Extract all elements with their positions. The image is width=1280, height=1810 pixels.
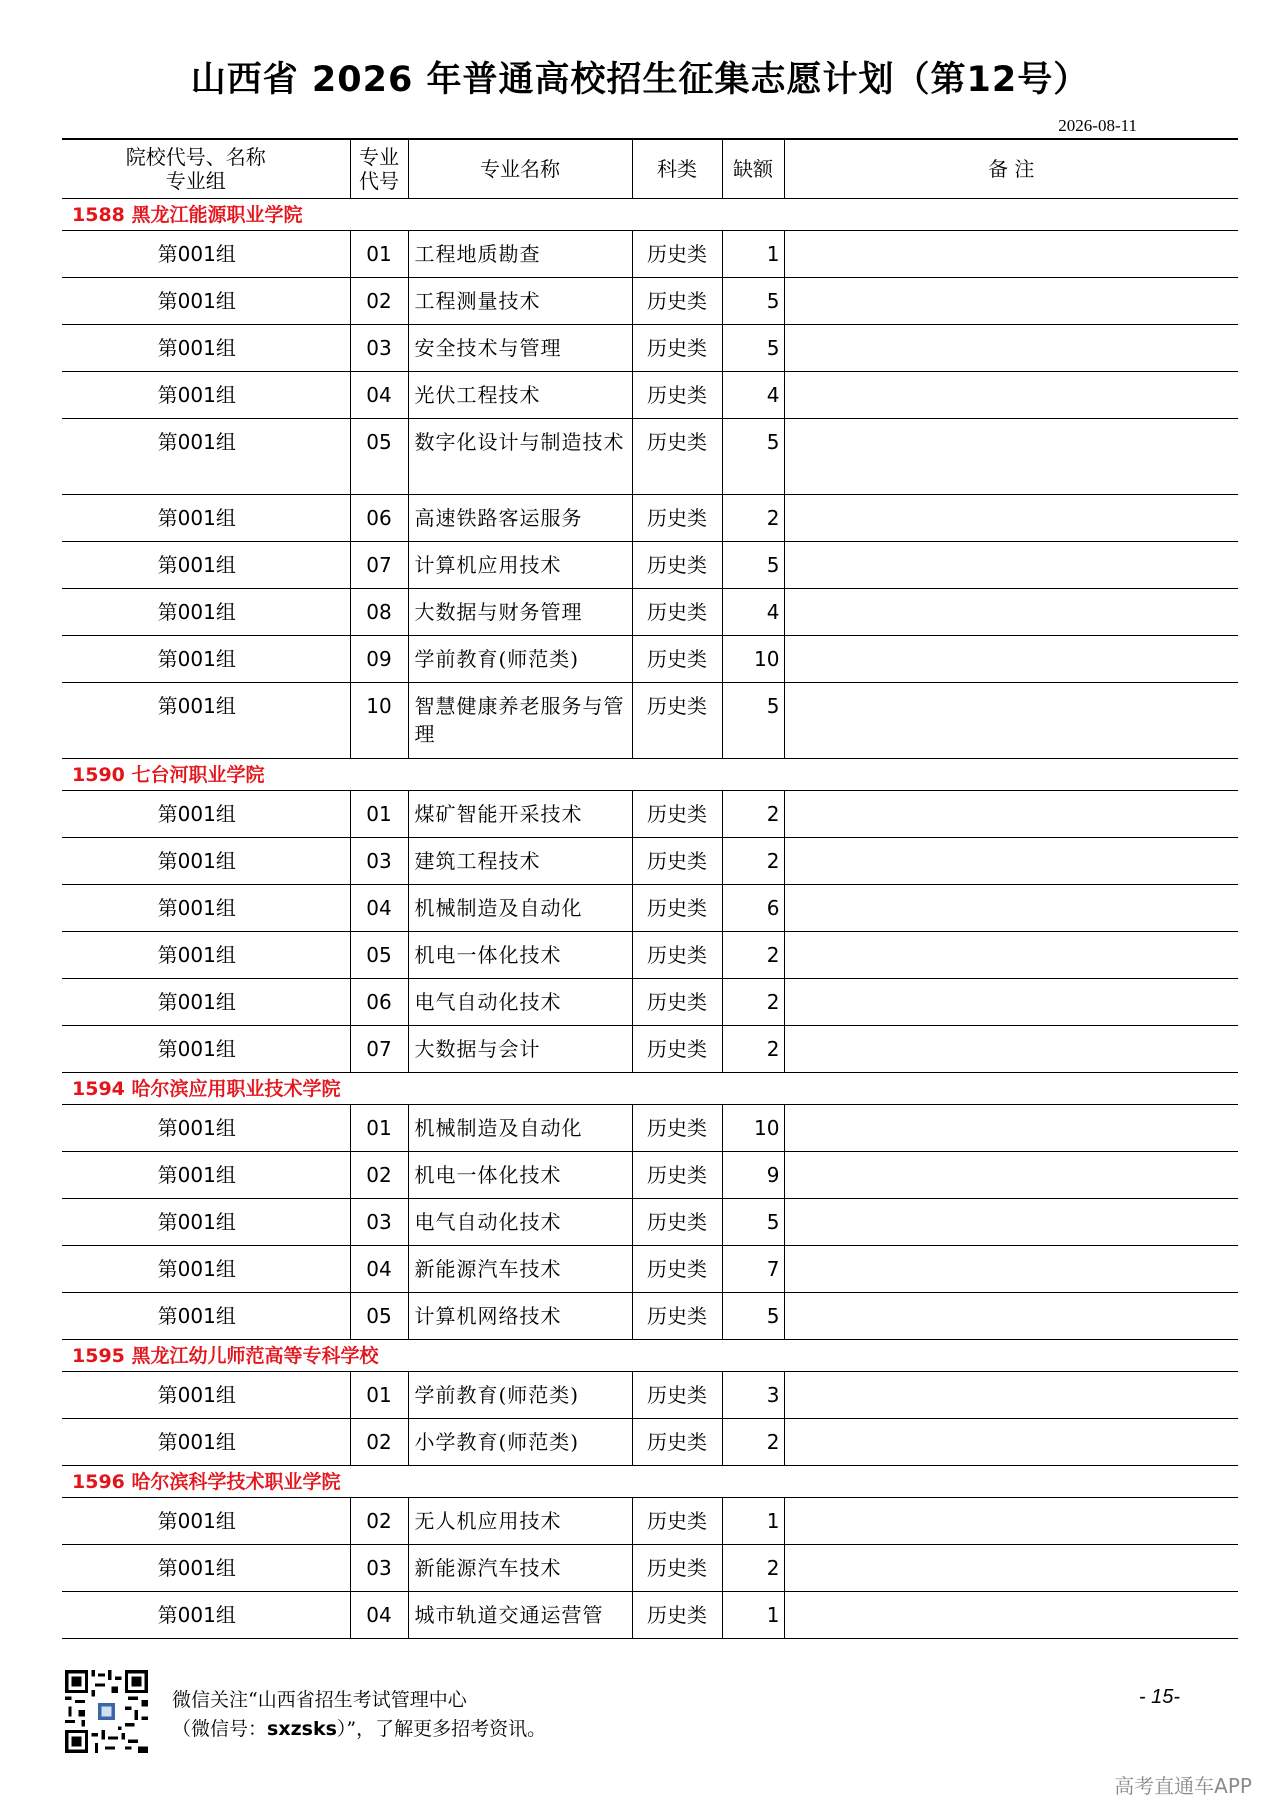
quota-cell: 1 [722,1592,784,1639]
remark-cell [784,325,1238,372]
major-code-cell: 01 [350,231,408,278]
remark-cell [784,278,1238,325]
page-number: - 15- [1138,1686,1180,1708]
remark-cell [784,1246,1238,1293]
major-code-cell: 04 [350,885,408,932]
table-row [62,419,1238,495]
plan-table [62,138,1238,1639]
major-name-cell: 学前教育(师范类) [408,636,632,683]
header-remark: 备 注 [784,139,1238,199]
header-major: 专业名称 [408,139,632,199]
group-cell: 第001组 [62,1293,350,1340]
table-header-row [62,139,1238,199]
major-code-cell: 04 [350,372,408,419]
category-cell: 历史类 [632,683,722,759]
remark-cell [784,589,1238,636]
table-row [62,1199,1238,1246]
major-name-cell: 电气自动化技术 [408,1199,632,1246]
table-row [62,495,1238,542]
group-cell: 第001组 [62,419,350,495]
quota-cell: 6 [722,885,784,932]
major-code-cell: 03 [350,838,408,885]
table-row [62,231,1238,278]
group-cell: 第001组 [62,372,350,419]
major-code-cell: 04 [350,1246,408,1293]
remark-cell [784,1152,1238,1199]
table-row [62,542,1238,589]
remark-cell [784,1026,1238,1073]
category-cell: 历史类 [632,1592,722,1639]
school-header-row [62,1340,1238,1372]
remark-cell [784,419,1238,495]
remark-cell [784,1592,1238,1639]
quota-cell: 1 [722,231,784,278]
quota-cell: 9 [722,1152,784,1199]
category-cell: 历史类 [632,791,722,838]
major-name-cell: 煤矿智能开采技术 [408,791,632,838]
table-row [62,1246,1238,1293]
major-name-cell: 智慧健康养老服务与管理 [408,683,632,759]
major-code-cell: 10 [350,683,408,759]
quota-cell: 5 [722,542,784,589]
major-name-cell: 数字化设计与制造技术 [408,419,632,495]
major-name-cell: 新能源汽车技术 [408,1246,632,1293]
group-cell: 第001组 [62,1372,350,1419]
category-cell: 历史类 [632,1026,722,1073]
quota-cell: 2 [722,838,784,885]
remark-cell [784,1199,1238,1246]
quota-cell: 2 [722,791,784,838]
remark-cell [784,231,1238,278]
major-code-cell: 02 [350,1152,408,1199]
group-cell: 第001组 [62,589,350,636]
major-name-cell: 学前教育(师范类) [408,1372,632,1419]
remark-cell [784,683,1238,759]
category-cell: 历史类 [632,1152,722,1199]
major-code-cell: 09 [350,636,408,683]
quota-cell: 10 [722,636,784,683]
major-name-cell: 城市轨道交通运营管 [408,1592,632,1639]
school-name: 1588 黑龙江能源职业学院 [62,199,1238,231]
group-cell: 第001组 [62,542,350,589]
major-code-cell: 08 [350,589,408,636]
major-name-cell: 光伏工程技术 [408,372,632,419]
table-row [62,838,1238,885]
category-cell: 历史类 [632,636,722,683]
table-row [62,589,1238,636]
category-cell: 历史类 [632,1293,722,1340]
quota-cell: 5 [722,325,784,372]
major-code-cell: 06 [350,495,408,542]
remark-cell [784,495,1238,542]
group-cell: 第001组 [62,636,350,683]
group-cell: 第001组 [62,1105,350,1152]
quota-cell: 1 [722,1498,784,1545]
category-cell: 历史类 [632,325,722,372]
category-cell: 历史类 [632,838,722,885]
remark-cell [784,885,1238,932]
school-name: 1590 七台河职业学院 [62,759,1238,791]
category-cell: 历史类 [632,589,722,636]
major-code-cell: 07 [350,1026,408,1073]
table-row [62,325,1238,372]
major-name-cell: 机械制造及自动化 [408,885,632,932]
major-name-cell: 工程地质勘查 [408,231,632,278]
header-school: 院校代号、名称 专业组 [62,139,350,199]
quota-cell: 5 [722,683,784,759]
category-cell: 历史类 [632,231,722,278]
remark-cell [784,1105,1238,1152]
header-category: 科类 [632,139,722,199]
major-code-cell: 03 [350,1545,408,1592]
document-date: 2026-08-11 [1058,116,1137,135]
group-cell: 第001组 [62,1498,350,1545]
major-name-cell: 新能源汽车技术 [408,1545,632,1592]
remark-cell [784,1545,1238,1592]
group-cell: 第001组 [62,1545,350,1592]
group-cell: 第001组 [62,231,350,278]
quota-cell: 2 [722,1545,784,1592]
major-code-cell: 01 [350,1105,408,1152]
major-name-cell: 计算机应用技术 [408,542,632,589]
category-cell: 历史类 [632,1498,722,1545]
school-header-row [62,199,1238,231]
major-name-cell: 机电一体化技术 [408,932,632,979]
table-row [62,636,1238,683]
category-cell: 历史类 [632,1199,722,1246]
remark-cell [784,372,1238,419]
school-name: 1594 哈尔滨应用职业技术学院 [62,1073,1238,1105]
major-code-cell: 02 [350,1419,408,1466]
group-cell: 第001组 [62,979,350,1026]
major-code-cell: 01 [350,791,408,838]
major-code-cell: 03 [350,1199,408,1246]
category-cell: 历史类 [632,885,722,932]
table-row [62,683,1238,759]
major-code-cell: 06 [350,979,408,1026]
quota-cell: 2 [722,495,784,542]
category-cell: 历史类 [632,932,722,979]
group-cell: 第001组 [62,495,350,542]
category-cell: 历史类 [632,542,722,589]
table-row [62,1026,1238,1073]
quota-cell: 5 [722,278,784,325]
major-name-cell: 工程测量技术 [408,278,632,325]
quota-cell: 5 [722,419,784,495]
major-code-cell: 03 [350,325,408,372]
quota-cell: 7 [722,1246,784,1293]
table-row [62,1498,1238,1545]
quota-cell: 2 [722,1419,784,1466]
quota-cell: 10 [722,1105,784,1152]
group-cell: 第001组 [62,1419,350,1466]
table-row [62,1592,1238,1639]
group-cell: 第001组 [62,278,350,325]
major-name-cell: 小学教育(师范类) [408,1419,632,1466]
group-cell: 第001组 [62,885,350,932]
footer-wechat-note [172,1686,546,1744]
table-row [62,791,1238,838]
header-quota: 缺额 [722,139,784,199]
group-cell: 第001组 [62,838,350,885]
remark-cell [784,979,1238,1026]
watermark: 高考直通车APP [1114,1774,1252,1798]
group-cell: 第001组 [62,325,350,372]
major-name-cell: 安全技术与管理 [408,325,632,372]
group-cell: 第001组 [62,791,350,838]
table-row [62,1545,1238,1592]
category-cell: 历史类 [632,495,722,542]
category-cell: 历史类 [632,1419,722,1466]
table-row [62,885,1238,932]
header-code: 专业 代号 [350,139,408,199]
table-row [62,1293,1238,1340]
major-name-cell: 机械制造及自动化 [408,1105,632,1152]
school-name: 1595 黑龙江幼儿师范高等专科学校 [62,1340,1238,1372]
major-code-cell: 02 [350,278,408,325]
school-name: 1596 哈尔滨科学技术职业学院 [62,1466,1238,1498]
major-code-cell: 01 [350,1372,408,1419]
group-cell: 第001组 [62,1026,350,1073]
document-title: 山西省 2026 年普通高校招生征集志愿计划（第12号） [190,60,1090,100]
major-name-cell: 高速铁路客运服务 [408,495,632,542]
category-cell: 历史类 [632,372,722,419]
qr-code-icon [65,1670,148,1753]
quota-cell: 3 [722,1372,784,1419]
group-cell: 第001组 [62,932,350,979]
category-cell: 历史类 [632,1372,722,1419]
major-name-cell: 大数据与财务管理 [408,589,632,636]
category-cell: 历史类 [632,1105,722,1152]
table-row [62,1152,1238,1199]
footer-line-2: （微信号：sxzsks）”，了解更多招考资讯。 [172,1718,547,1740]
major-name-cell: 建筑工程技术 [408,838,632,885]
table-row [62,1372,1238,1419]
category-cell: 历史类 [632,979,722,1026]
major-name-cell: 计算机网络技术 [408,1293,632,1340]
category-cell: 历史类 [632,278,722,325]
major-code-cell: 07 [350,542,408,589]
quota-cell: 5 [722,1199,784,1246]
school-header-row [62,1073,1238,1105]
major-name-cell: 机电一体化技术 [408,1152,632,1199]
quota-cell: 5 [722,1293,784,1340]
group-cell: 第001组 [62,1199,350,1246]
table-row [62,278,1238,325]
group-cell: 第001组 [62,1592,350,1639]
remark-cell [784,636,1238,683]
quota-cell: 4 [722,589,784,636]
school-header-row [62,759,1238,791]
table-row [62,979,1238,1026]
remark-cell [784,791,1238,838]
remark-cell [784,1498,1238,1545]
major-name-cell: 无人机应用技术 [408,1498,632,1545]
table-row [62,372,1238,419]
major-code-cell: 02 [350,1498,408,1545]
remark-cell [784,932,1238,979]
wechat-id: sxzsks [267,1718,337,1740]
footer-line-1: 微信关注“山西省招生考试管理中心 [172,1689,467,1711]
major-code-cell: 04 [350,1592,408,1639]
major-code-cell: 05 [350,419,408,495]
remark-cell [784,1419,1238,1466]
table-body [62,199,1238,1639]
quota-cell: 2 [722,979,784,1026]
table-row [62,1419,1238,1466]
quota-cell: 2 [722,932,784,979]
category-cell: 历史类 [632,1246,722,1293]
table-row [62,1105,1238,1152]
major-name-cell: 电气自动化技术 [408,979,632,1026]
group-cell: 第001组 [62,1152,350,1199]
remark-cell [784,838,1238,885]
table-row [62,932,1238,979]
remark-cell [784,542,1238,589]
plan-table-container [62,138,1238,1639]
quota-cell: 2 [722,1026,784,1073]
remark-cell [784,1372,1238,1419]
remark-cell [784,1293,1238,1340]
major-code-cell: 05 [350,932,408,979]
category-cell: 历史类 [632,419,722,495]
major-name-cell: 大数据与会计 [408,1026,632,1073]
major-code-cell: 05 [350,1293,408,1340]
quota-cell: 4 [722,372,784,419]
category-cell: 历史类 [632,1545,722,1592]
group-cell: 第001组 [62,1246,350,1293]
school-header-row [62,1466,1238,1498]
group-cell: 第001组 [62,683,350,759]
